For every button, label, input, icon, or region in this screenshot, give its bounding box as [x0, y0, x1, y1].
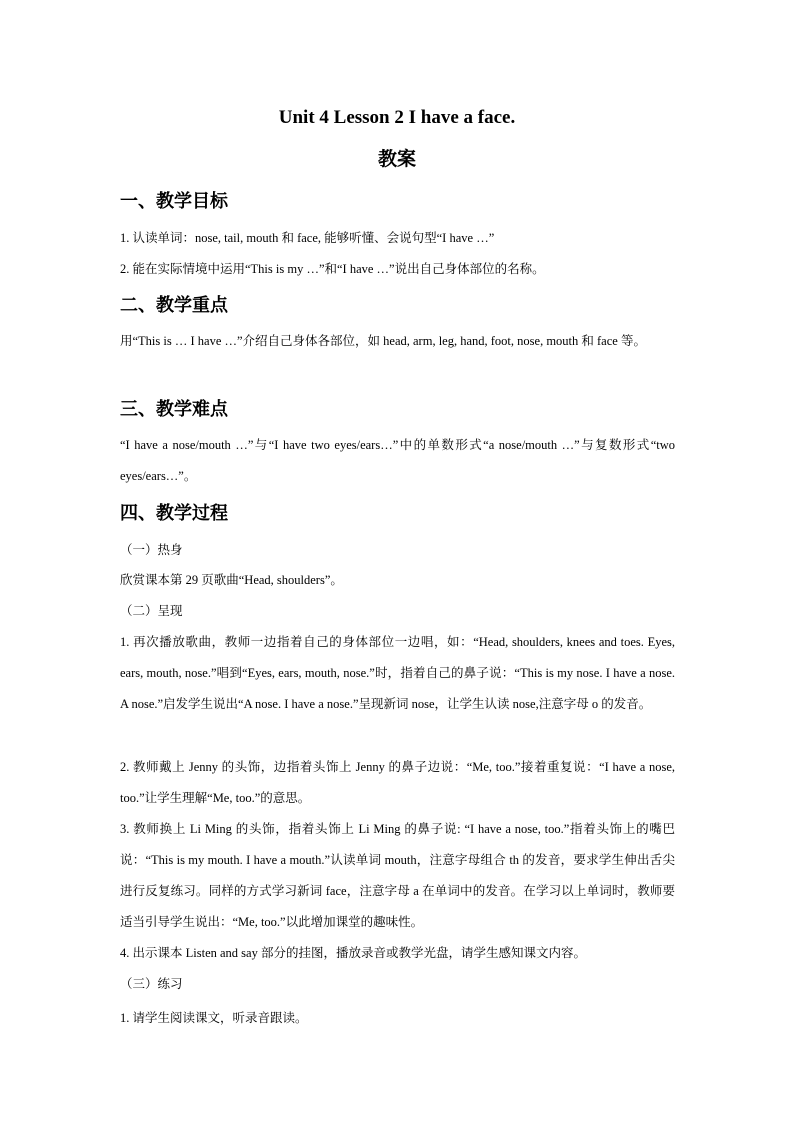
- difficulties-paragraph: “I have a nose/mouth …”与“I have two eyes/ears…”中的单数形式“a nose/mouth …”与复数形式“two eyes/ears…”。: [120, 438, 675, 483]
- key-points-paragraph: 用“This is … I have …”介绍自己身体各部位，如 head, arm, leg, hand, foot, nose, mouth 和 face 等。: [120, 334, 646, 348]
- document-subtitle: 教案: [377, 149, 416, 170]
- objective-item-2: 2. 能在实际情境中运用“This is my …”和“I have …”说出自己身体部位的名称。: [120, 262, 545, 276]
- presentation-paragraph-2: 2. 教师戴上 Jenny 的头饰，边指着头饰上 Jenny 的鼻子边说：“Me, too.”接着重复说：“I have a nose, too.”让学生理解“Me, too.”的意思。: [120, 760, 675, 805]
- presentation-paragraph-4: 4. 出示课本 Listen and say 部分的挂图，播放录音或教学光盘，请学生感知课文内容。: [120, 946, 586, 960]
- subsection-practice-title: （三）练习: [120, 977, 183, 991]
- section-heading-process: 四、教学过程: [120, 503, 228, 523]
- warmup-text: 欣赏课本第 29 页歌曲“Head, shoulders”。: [120, 573, 343, 587]
- section-heading-difficulties: 三、教学难点: [120, 399, 228, 419]
- section-heading-key-points: 二、教学重点: [120, 295, 228, 315]
- subsection-warmup-title: （一）热身: [120, 543, 183, 557]
- objective-item-1: 1. 认读单词：nose, tail, mouth 和 face, 能够听懂、会说句型“I have …”: [120, 231, 495, 245]
- presentation-paragraph-3: 3. 教师换上 Li Ming 的头饰，指着头饰上 Li Ming 的鼻子说: “I have a nose, too.”指着头饰上的嘴巴说：“This is my mouth. I have a mouth.”认读单词 mouth，注意字母组合 th 的发音，要求学生伸出舌尖进行反复练习。同样的方式学习新词 face，注意字母 a 在单词中的发音。在学习以上单词时，教师要适当引导学生说出：“Me, too.”以此增加课堂的趣味性。: [120, 822, 675, 929]
- section-heading-objectives: 一、教学目标: [120, 191, 228, 211]
- document-title: Unit 4 Lesson 2 I have a face.: [278, 107, 516, 128]
- subsection-presentation-title: （二）呈现: [120, 604, 183, 618]
- practice-paragraph-1: 1. 请学生阅读课文，听录音跟读。: [120, 1011, 308, 1025]
- presentation-paragraph-1: 1. 再次播放歌曲，教师一边指着自己的身体部位一边唱，如：“Head, shoulders, knees and toes. Eyes, ears, mouth, nose.”唱到“Eyes, ears, mouth, nose.”时，指着自己的鼻子说：“This is my nose. I have a nose. A nose.”启发学生说出“A nose. I have a nose.”呈现新词 nose，让学生认读 nose,注意字母 o 的发音。: [120, 635, 675, 711]
